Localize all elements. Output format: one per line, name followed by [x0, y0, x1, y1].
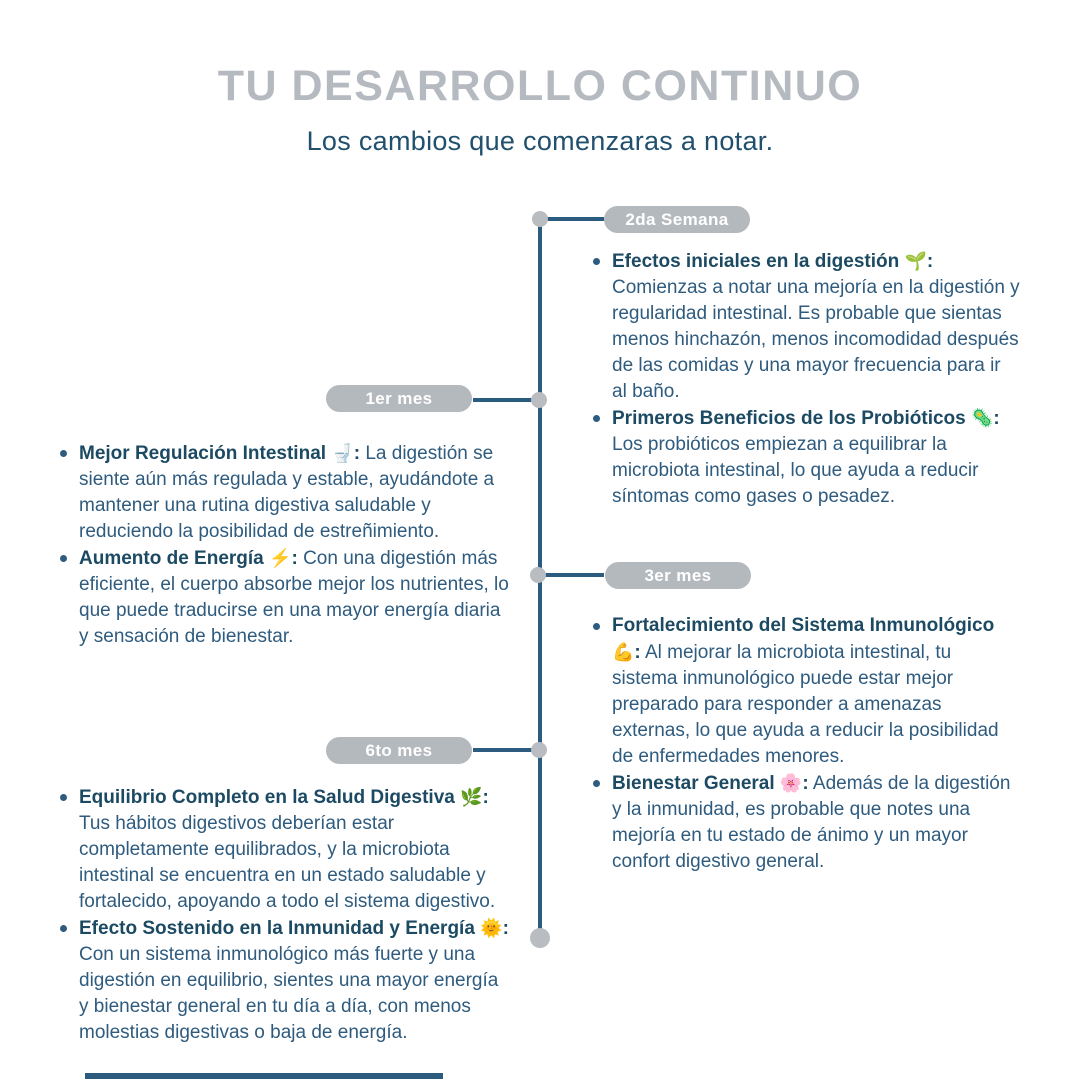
lightning-emoji: ⚡ [269, 548, 292, 568]
benefit-body: Los probióticos empiezan a equilibrar la microbiota intestinal, lo que ayuda a reducir síntomas como gases o pesadez. [612, 434, 979, 507]
benefit-list [588, 613, 1020, 875]
benefit-item [55, 915, 510, 1046]
page-title: TU DESARROLLO CONTINUO [217, 62, 863, 110]
benefit-title: Equilibrio Completo en la Salud Digestiva [79, 787, 455, 808]
colon: : [634, 642, 641, 663]
benefit-title: Mejor Regulación Intestinal [79, 443, 327, 464]
timeline-node-dot-end [530, 928, 550, 948]
timeline-node-dot-top [532, 211, 548, 227]
benefit-item [55, 545, 510, 650]
section-2da-semana [588, 248, 1020, 510]
benefit-title: Efecto Sostenido en la Inmunidad y Energía [79, 918, 475, 939]
benefit-list [55, 440, 510, 650]
benefit-item [588, 405, 1020, 510]
benefit-list [588, 248, 1020, 510]
benefit-title: Aumento de Energía [79, 548, 264, 569]
clipped-bottom-divider [85, 1073, 443, 1079]
flexed-biceps-emoji: 💪 [612, 642, 635, 662]
toilet-emoji: 🚽 [331, 443, 354, 463]
benefit-body: La digestión se siente aún más regulada y estable, ayudándote a mantener una rutina digestiva saludable y reduciendo la posibilidad de estreñimiento. [79, 443, 495, 542]
milestone-pill-3er-mes: 3er mes [605, 562, 751, 589]
colon: : [291, 548, 298, 569]
timeline-node-dot-1er-mes [531, 392, 547, 408]
benefit-title: Primeros Beneficios de los Probióticos [612, 408, 966, 429]
milestone-pill-2da-semana: 2da Semana [604, 206, 750, 233]
section-3er-mes [588, 613, 1020, 875]
benefit-body: Comienzas a notar una mejoría en la digestión y regularidad intestinal. Es probable que sientas menos hinchazón, menos incomodidad después de las comidas y una mayor frecuencia para ir al baño. [612, 277, 1020, 402]
benefit-body: Además de la digestión y la inmunidad, es probable que notes una mejoría en tu estado de ánimo y un mayor confort digestivo general. [612, 773, 1011, 872]
benefit-body: Tus hábitos digestivos deberían estar completamente equilibrados, y la microbiota intestinal se encuentra en un estado saludable y fortalecido, apoyando a todo el sistema digestivo. [79, 813, 496, 912]
page-subtitle: Los cambios que comenzaras a notar. [306, 126, 774, 156]
benefit-title: Efectos iniciales en la digestión [612, 251, 900, 272]
benefit-item [588, 613, 1020, 770]
timeline-connector-1er-mes [473, 398, 538, 402]
herb-emoji: 🌿 [460, 787, 483, 807]
benefit-item [55, 784, 510, 915]
colon: : [482, 787, 489, 808]
timeline-connector-2da-semana [540, 217, 604, 221]
benefit-body: Con un sistema inmunológico más fuerte y una digestión en equilibrio, sientes una mayor energía y bienestar general en tu día a día, con menos molestias digestivas o baja de energía. [79, 944, 499, 1043]
colon: : [353, 443, 361, 464]
colon: : [802, 773, 809, 794]
timeline-connector-6to-mes [473, 748, 538, 752]
cherry-blossom-emoji: 🌸 [779, 773, 803, 793]
colon: : [926, 251, 934, 272]
milestone-pill-6to-mes: 6to mes [326, 737, 472, 764]
benefit-item [55, 440, 510, 545]
seedling-emoji: 🌱 [904, 251, 927, 271]
timeline-node-dot-3er-mes [530, 567, 546, 583]
milestone-pill-1er-mes: 1er mes [326, 385, 472, 412]
timeline-node-dot-6to-mes [531, 742, 547, 758]
benefit-title: Bienestar General [612, 773, 775, 794]
colon: : [502, 918, 509, 939]
timeline-connector-3er-mes [540, 573, 604, 577]
microbe-emoji: 🦠 [971, 408, 994, 428]
benefit-item [588, 770, 1020, 875]
benefit-body: Al mejorar la microbiota intestinal, tu sistema inmunológico puede estar mejor preparado para responder a amenazas externas, lo que ayuda a reducir la posibilidad de enfermedades menores. [612, 642, 999, 767]
sun-with-face-emoji: 🌞 [480, 918, 503, 938]
benefit-item [588, 248, 1020, 405]
benefit-body: Con una digestión más eficiente, el cuerpo absorbe mejor los nutrientes, lo que puede traducirse en una mayor energía diaria y sensación de bienestar. [79, 548, 509, 647]
benefit-title: Fortalecimiento del Sistema Inmunológico [612, 615, 995, 636]
section-6to-mes [55, 784, 510, 1046]
benefit-list [55, 784, 510, 1046]
colon: : [993, 408, 1000, 429]
section-1er-mes [55, 440, 510, 650]
